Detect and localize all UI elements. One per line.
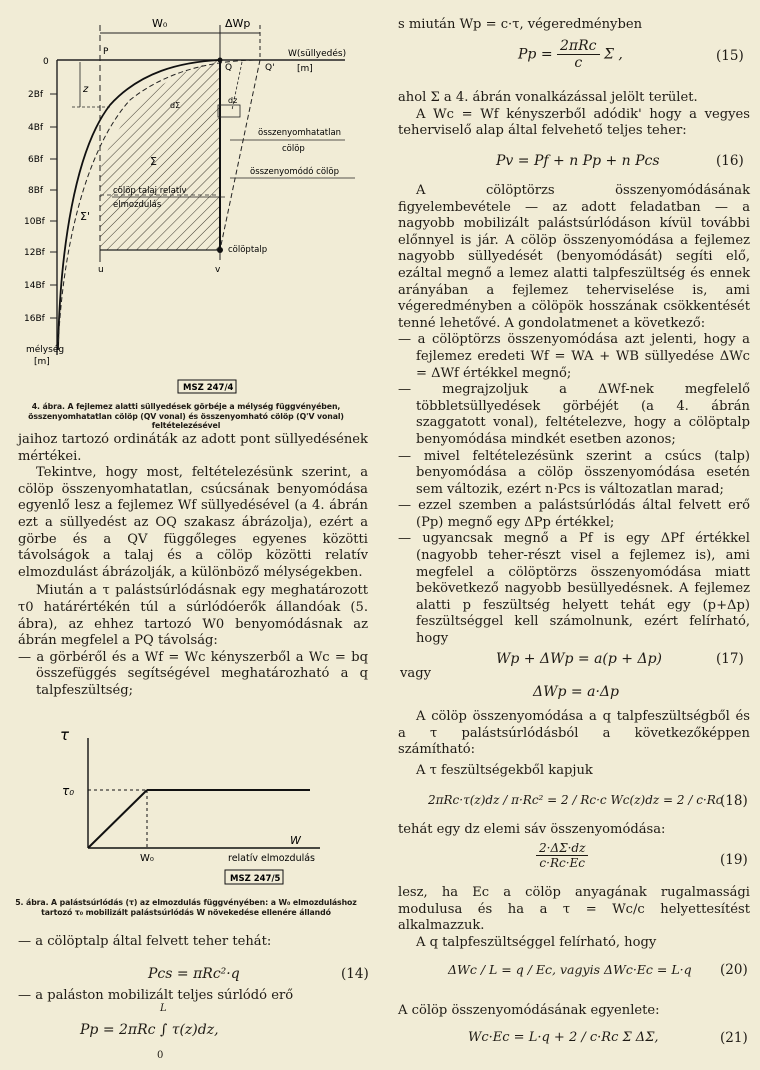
- equation-18-number: (18): [720, 793, 748, 809]
- list-item: — ugyancsak megnő a Pf is egy ΔPf értékkel (nagyobb teher-részt visel a fejlemez is), ami megfelel a cölöptörzs összenyomódása miatt bekövetkező nagyobb besüllyedésnek. A fejlemez alatti p feszültség helyett tehát egy (p+Δp) feszültséggel kell számolnunk, ezért felírható, hogy: [398, 531, 750, 647]
- paragraph: A Wc = Wf kényszerből adódik' hogy a vegyes teherviselő alap által felvehető teljes teher:: [398, 106, 750, 139]
- paragraph: A cölöp összenyomódása a q talpfeszültségből és a τ palástsúrlódásból a következőképpen számítható:: [398, 709, 750, 758]
- paragraph: lesz, ha Ec a cölöp anyagának rugalmassági modulusa és ha a τ = Wc/c helyettesítést alkalmazzuk.: [398, 885, 750, 934]
- eq15-numerator: 2πRc: [557, 38, 600, 55]
- figure-4-caption: 4. ábra. A fejlemez alatti süllyedések görbéje a mélység függvényében, összenyomhatatlan cölöp (QV vonal) és összenyomható cölöp (Q'V vonal) feltételezésével: [28, 402, 344, 431]
- origin-label: 0: [43, 57, 49, 67]
- dwp-label: ΔWp: [225, 17, 251, 30]
- w0-tick-label: W₀: [140, 853, 154, 864]
- u-label: u: [98, 265, 104, 275]
- paragraph: A cölöptörzs összenyomódásának figyelembevétele — az adott feladatban — a nagyobb mobilizált palástsúrlódáson kívül további előnnyel is jár. A cölöp összenyomódása a fejlemez nagyobb süllyedését (benyomódását) segíti elő, ezáltal megnő a lemez alatti talpfeszültség és ennek arányában a fejlemez teherviselése is, ami végeredményben a cölöpök hosszának csökkentését tenné lehetővé. A gondolatmenet a következő:: [398, 183, 750, 331]
- figure-4-diagram: [0, 0, 380, 393]
- w-axis-label: W: [290, 834, 301, 847]
- list-item: — a görbéről és a Wf = Wc kényszerből a Wc = bq összefüggés segítségével meghatározható a q talpfeszültség;: [18, 649, 368, 698]
- figure-5-caption: 5. ábra. A palástsúrlódás (τ) az elmozdulás függvényében: a W₀ elmozduláshoz tartozó τ₀ mobilizált palástsúrlódás W növekedése ellenére állandó: [15, 898, 357, 917]
- w-axis-label: W(süllyedés): [288, 49, 347, 59]
- sigma-label: Σ: [150, 155, 157, 168]
- y-tick-label: 10Bf: [24, 217, 45, 227]
- eq19-denominator: c·Rc·Ec: [539, 856, 585, 870]
- qprime-point-label: Q': [265, 63, 275, 73]
- tau-axis-label: τ: [60, 726, 70, 744]
- dz-label: dz: [228, 96, 238, 105]
- paragraph: A q talpfeszültséggel felírható, hogy: [416, 934, 657, 950]
- figure-4-code: MSZ 247/4: [183, 383, 234, 393]
- y-tick-label: 12Bf: [24, 248, 45, 258]
- integral-lower-limit: 0: [157, 1050, 164, 1061]
- list-item: — ezzel szemben a palástsúrlódás által felvett erő (Pp) megnő egy ΔPp értékkel;: [398, 498, 750, 530]
- z-label: z: [83, 84, 89, 95]
- list-item: — a cölöptörzs összenyomódása azt jelenti, hogy a fejlemez eredeti Wf = WA + WB süllyedése ΔWc = ΔWf értékkel megnő;: [398, 332, 750, 381]
- equation-15-number: (15): [716, 48, 744, 64]
- list-item: — a cölöptalp által felvett teher tehát:: [18, 934, 272, 949]
- right-text-block-1: [398, 90, 750, 140]
- equation-16: Pv = Pf + n Pp + n Pcs: [496, 153, 660, 169]
- equation-14-number: (14): [341, 966, 369, 982]
- compressible-pile-label: összenyomódó cölöp: [250, 167, 339, 177]
- right-text-block-3: [398, 709, 750, 779]
- eq15-fraction: [557, 38, 600, 71]
- paragraph: jaihoz tartozó ordináták az adott pont süllyedésének mértékei.: [18, 432, 368, 464]
- list-item: — megrajzoljuk a ΔWf-nek megfelelő többletsüllyedések görbéjét (a 4. ábrán szaggatott vonal), feltételezve, hogy a cölöptalp benyomódása mindkét esetben azonos;: [398, 382, 750, 447]
- q-point-label: Q: [225, 63, 233, 73]
- paragraph: A cölöp összenyomódásának egyenlete:: [398, 1003, 660, 1018]
- tau0-label: τ₀: [62, 784, 75, 798]
- list-item: — mivel feltételezésünk szerint a csúcs (talp) benyomódása a cölöp összenyomódása esetén sem változik, ezért n·Pcs is változatlan marad;: [398, 448, 750, 497]
- equation-20: ΔWc / L = q / Ec, vagyis ΔWc·Ec = L·q: [448, 962, 692, 977]
- equation-19: [536, 841, 588, 870]
- sigma-prime-label: Σ': [80, 210, 90, 223]
- sigma-hatched-area: [100, 60, 220, 250]
- figure-5-chart: [0, 718, 380, 896]
- eq15-sum: Σ ,: [603, 46, 623, 63]
- depth-label: mélység: [26, 345, 65, 355]
- depth-unit-label: [m]: [34, 357, 50, 367]
- equation-19-number: (19): [720, 852, 748, 868]
- relative-displacement-label-2: elmozdulás: [113, 200, 162, 210]
- equation-18: 2πRc·τ(z)dz / π·Rc² = 2 / Rc·c Wc(z)dz = 2 / c·Rc: [428, 793, 723, 807]
- right-text-block-4: [398, 885, 750, 951]
- left-text-block-2: [18, 934, 368, 951]
- list-item: — a paláston mobilizált teljes súrlódó erő: [18, 988, 294, 1003]
- right-text-block-2: [398, 183, 750, 648]
- eq15-denominator: c: [574, 55, 583, 71]
- paragraph: Miután a τ palástsúrlódásnak egy meghatározott τ0 határértékén túl a súrlódóerők állandóak (5. ábra), az ehhez tartozó W0 benyomódásnak az ábrán megfelel a PQ távolság:: [18, 583, 368, 649]
- equation-16-number: (16): [716, 153, 744, 169]
- friction-rise-line: [88, 790, 147, 848]
- y-tick-label: 4Bf: [28, 123, 44, 133]
- vagy-label: vagy: [400, 666, 431, 681]
- equation-14: Pcs = πRc²·q: [148, 966, 240, 982]
- equation-17: Wp + ΔWp = a(p + Δp): [496, 651, 663, 667]
- incompressible-pile-label-2: cölöp: [282, 144, 305, 154]
- y-tick-label: 14Bf: [24, 281, 45, 291]
- paragraph: Tekintve, hogy most, feltételezésünk szerint, a cölöp összenyomhatatlan, csúcsának benyomódása egyenlő lesz a fejlemez Wf süllyedésével (a 4. ábrán ezt a süllyedést az OQ szakasz ábrázolja), ezért a görbe és a QV függőleges egyenes közötti távolságok a talaj és a cölöp közötti relatív elmozdulást ábrázolják, a különböző mélységekben.: [18, 465, 368, 580]
- x-axis-label: relatív elmozdulás: [228, 853, 316, 864]
- pile-tip-label: cölöptalp: [228, 245, 268, 255]
- left-text-block-1: [18, 432, 368, 700]
- paragraph: tehát egy dz elemi sáv összenyomódása:: [398, 822, 666, 837]
- w0-label: W₀: [152, 17, 168, 30]
- qpv-line: [220, 60, 260, 250]
- eq19-fraction: [536, 841, 588, 870]
- equation-21: Wc·Ec = L·q + 2 / c·Rc Σ ΔΣ,: [468, 1030, 659, 1045]
- relative-displacement-label: cölöp talaj relatív: [113, 186, 187, 196]
- equation-17-number: (17): [716, 651, 744, 667]
- y-tick-label: 16Bf: [24, 314, 45, 324]
- figure-5-code: MSZ 247/5: [230, 874, 281, 884]
- p-label: P: [103, 47, 109, 57]
- equation-21-number: (21): [720, 1030, 748, 1046]
- dsigma-label: dΣ: [170, 101, 181, 110]
- y-tick-label: 6Bf: [28, 155, 44, 165]
- eq15-lhs: Pp =: [518, 46, 553, 63]
- w-unit-label: [m]: [297, 64, 313, 74]
- integral-upper-limit: L: [160, 1003, 167, 1014]
- y-tick-label: 2Bf: [28, 90, 44, 100]
- incompressible-pile-label: összenyomhatatlan: [258, 128, 342, 138]
- equation-17b: ΔWp = a·Δp: [533, 684, 619, 700]
- equation-friction-force: Pp = 2πRc ∫ τ(z)dz,: [80, 1022, 219, 1038]
- eq19-numerator: 2·ΔΣ·dz: [536, 841, 588, 856]
- paragraph: A τ feszültségekből kapjuk: [416, 762, 593, 778]
- equation-20-number: (20): [720, 962, 748, 978]
- paragraph: s miután Wp = c·τ, végeredményben: [398, 17, 643, 32]
- paragraph: ahol Σ a 4. ábrán vonalkázással jelölt terület.: [398, 90, 698, 105]
- left-text-block-3: [18, 988, 368, 1005]
- v-label: v: [215, 265, 221, 275]
- y-tick-label: 8Bf: [28, 186, 44, 196]
- equation-15: [518, 38, 623, 71]
